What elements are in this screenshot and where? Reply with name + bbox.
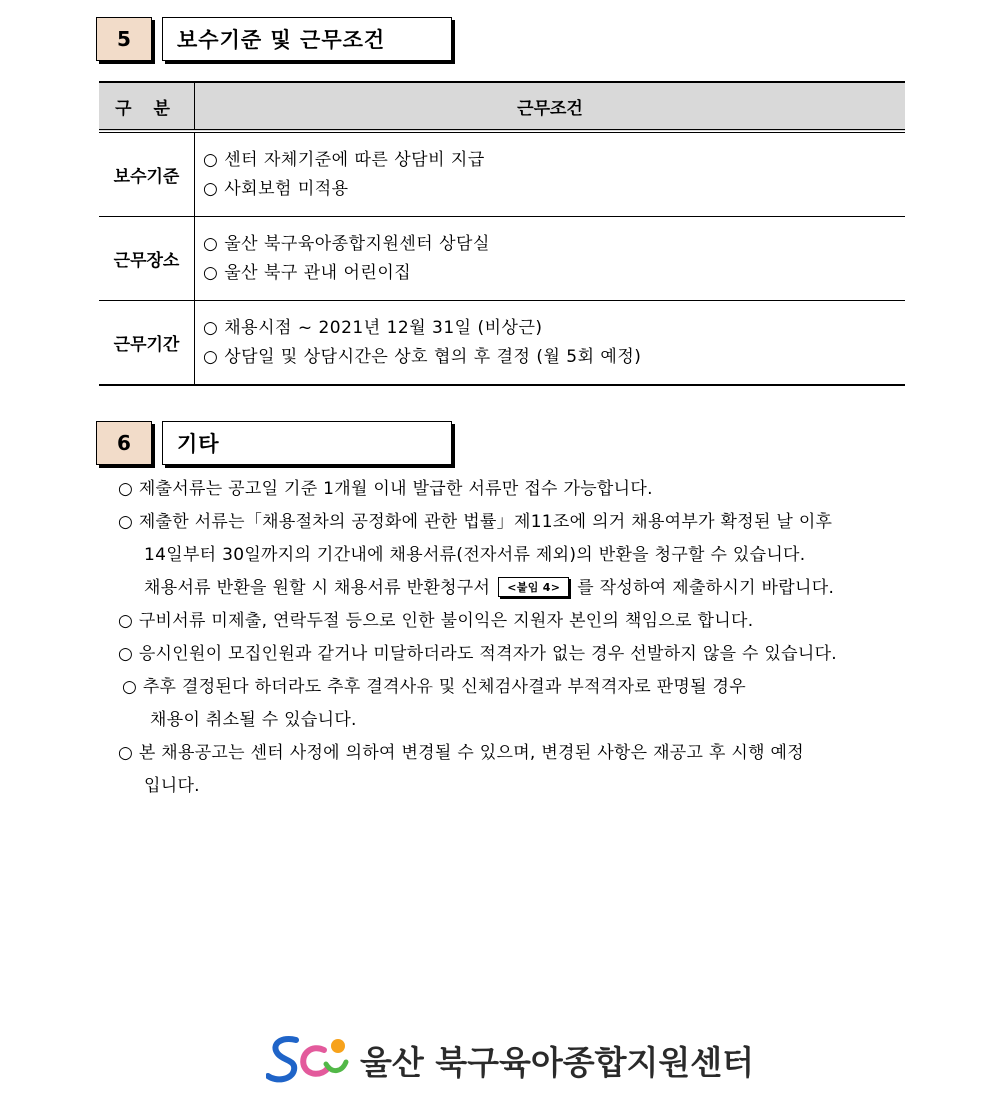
- table-row: [99, 131, 905, 217]
- attachment-badge: <붙임 4>: [498, 577, 569, 597]
- note-line: 14일부터 30일까지의 기간내에 채용서류(전자서류 제외)의 반환을 청구할 수 있습니다.: [144, 545, 806, 565]
- note-line: ○ 구비서류 미제출, 연락두절 등으로 인한 불이익은 지원자 본인의 책임으로 합니다.: [118, 611, 754, 631]
- footer-logo: [266, 1034, 754, 1086]
- row-item: ○ 센터 자체기준에 따른 상담비 지급: [203, 149, 485, 170]
- row-label: 근무기간: [99, 301, 195, 386]
- table-row: [99, 217, 905, 301]
- center-logo-icon: [266, 1034, 350, 1086]
- work-conditions-table: [99, 81, 905, 386]
- row-item: ○ 울산 북구육아종합지원센터 상담실: [203, 233, 490, 254]
- note-line: ○ 제출서류는 공고일 기준 1개월 이내 발급한 서류만 접수 가능합니다.: [118, 479, 653, 499]
- return-text-before: 채용서류 반환을 원할 시 채용서류 반환청구서: [144, 578, 491, 598]
- org-name: 울산 북구육아종합지원센터: [360, 1042, 755, 1082]
- row-item: ○ 사회보험 미적용: [203, 178, 349, 199]
- header-conditions: 근무조건: [195, 82, 906, 131]
- section-number: 6: [96, 421, 152, 465]
- row-items: [195, 217, 906, 301]
- note-line: ○ 추후 결정된다 하더라도 추후 결격사유 및 신체검사결과 부적격자로 판명될 경우: [122, 677, 746, 697]
- note-line: 채용이 취소될 수 있습니다.: [150, 710, 357, 730]
- table-header-row: [99, 82, 905, 131]
- row-item: ○ 채용시점 ~ 2021년 12월 31일 (비상근): [203, 317, 543, 338]
- section-title: 보수기준 및 근무조건: [162, 17, 452, 61]
- return-text-after: 를 작성하여 제출하시기 바랍니다.: [577, 578, 835, 598]
- header-category: 구 분: [99, 82, 195, 131]
- note-line: ○ 제출한 서류는「채용절차의 공정화에 관한 법률」제11조에 의거 채용여부가 확정된 날 이후: [118, 512, 833, 532]
- note-line: ○ 본 채용공고는 센터 사정에 의하여 변경될 수 있으며, 변경된 사항은 재공고 후 시행 예정: [118, 743, 804, 763]
- row-item: ○ 상담일 및 상담시간은 상호 협의 후 결정 (월 5회 예정): [203, 346, 642, 367]
- row-label: 보수기준: [99, 131, 195, 217]
- note-line-return: [144, 573, 834, 598]
- section-title: 기타: [162, 421, 452, 465]
- note-line: ○ 응시인원이 모집인원과 같거나 미달하더라도 적격자가 없는 경우 선발하지 않을 수 있습니다.: [118, 644, 838, 664]
- row-items: [195, 301, 906, 386]
- row-item: ○ 울산 북구 관내 어린이집: [203, 262, 412, 283]
- table-row: [99, 301, 905, 386]
- section-number: 5: [96, 17, 152, 61]
- note-line: 입니다.: [144, 776, 200, 796]
- row-items: [195, 131, 906, 217]
- row-label: 근무장소: [99, 217, 195, 301]
